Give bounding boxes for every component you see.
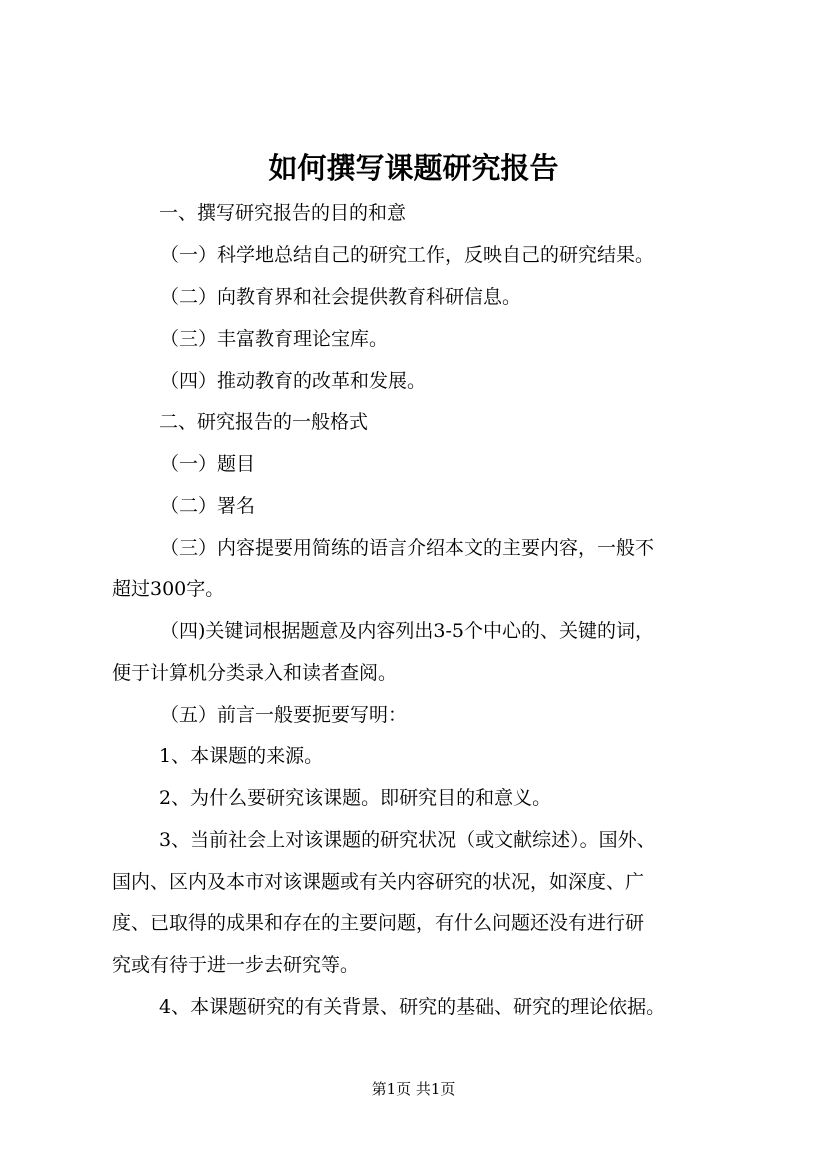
paragraph-line: 究或有待于进一步去研究等。	[112, 954, 360, 976]
paragraph-line: （三）内容提要用简练的语言介绍本文的主要内容，一般不	[160, 537, 655, 559]
paragraph-line: 3、当前社会上对该课题的研究状况（或文献综述）。国外、	[159, 829, 656, 851]
section-heading: 一、撰写研究报告的目的和意	[159, 202, 407, 224]
paragraph-line: （二）向教育界和社会提供教育科研信息。	[160, 286, 522, 308]
paragraph-line: （三）丰富教育理论宝库。	[160, 328, 389, 350]
paragraph-line: 国内、区内及本市对该课题或有关内容研究的状况，如深度、广	[112, 871, 645, 893]
paragraph-line: 度、已取得的成果和存在的主要问题，有什么问题还没有进行研	[112, 912, 645, 934]
paragraph-line: （二）署名	[160, 495, 256, 517]
paragraph-line: （四）推动教育的改革和发展。	[160, 370, 427, 392]
paragraph-line: （一）题目	[160, 453, 256, 475]
paragraph-line: 2、为什么要研究该课题。即研究目的和意义。	[159, 787, 552, 809]
paragraph-line: （四)关键词根据题意及内容列出3-5个中心的、关键的词，	[160, 620, 655, 642]
document-title: 如何撰写课题研究报告	[268, 151, 559, 185]
paragraph-line: 4、本课题研究的有关背景、研究的基础、研究的理论依据。	[159, 996, 666, 1018]
paragraph-line: （五）前言一般要扼要写明：	[160, 704, 408, 726]
paragraph-line: 1、本课题的来源。	[159, 745, 324, 767]
paragraph-line: 超过300字。	[112, 578, 225, 600]
page-footer: 第1页 共1页	[371, 1080, 456, 1098]
section-heading: 二、研究报告的一般格式	[159, 411, 369, 433]
paragraph-line: 便于计算机分类录入和读者查阅。	[112, 662, 398, 684]
paragraph-line: （一）科学地总结自己的研究工作，反映自己的研究结果。	[160, 244, 655, 266]
